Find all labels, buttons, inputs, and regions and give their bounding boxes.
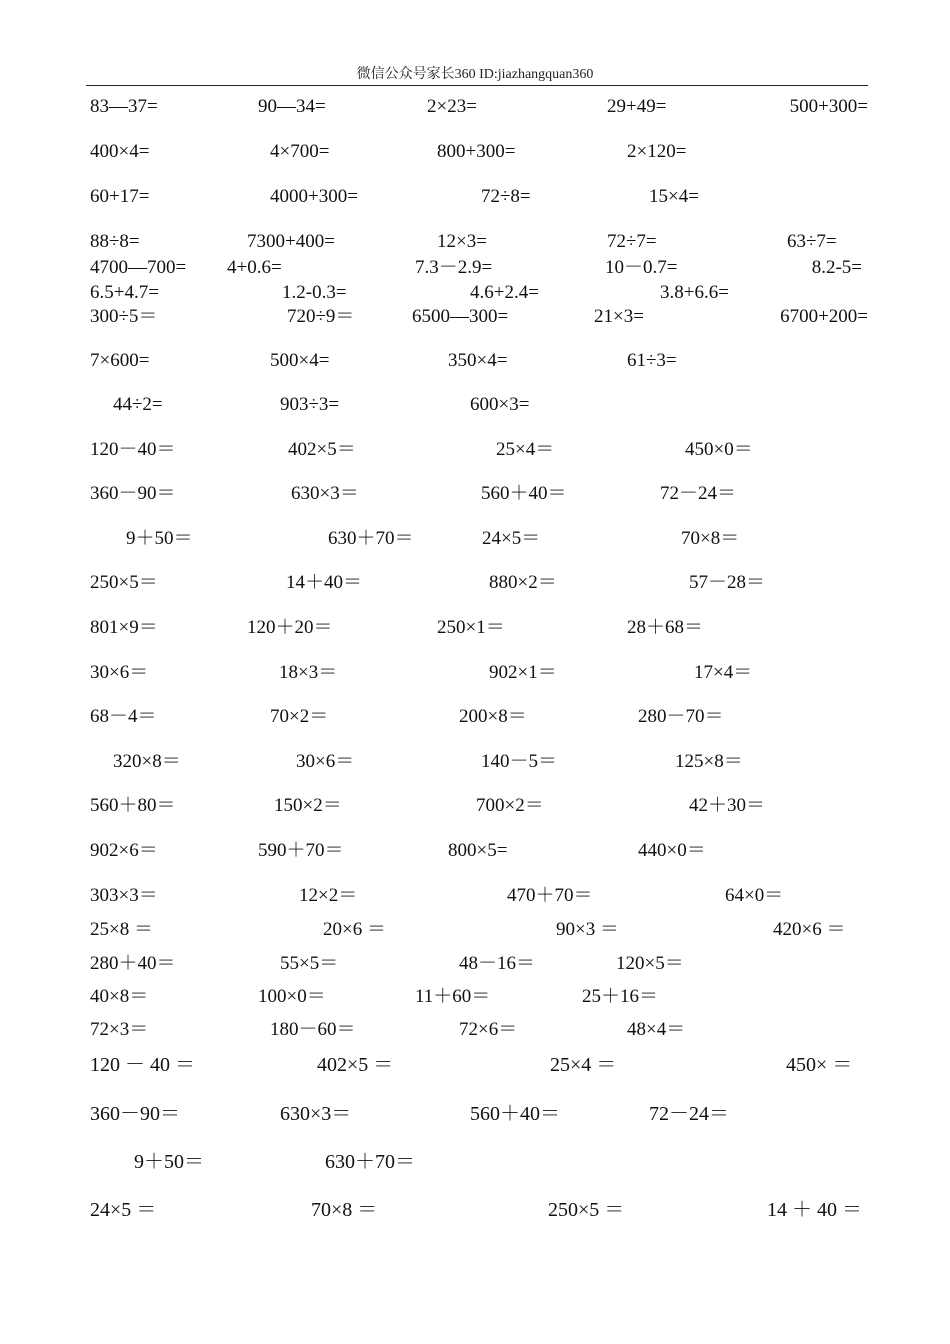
math-problem: 72×6＝ bbox=[459, 1019, 518, 1040]
problem-row bbox=[0, 305, 950, 329]
math-problem: 24×5＝ bbox=[482, 528, 541, 549]
math-problem: 72－24＝ bbox=[649, 1103, 729, 1125]
math-problem: 350×4= bbox=[448, 350, 508, 371]
problem-row bbox=[0, 438, 950, 462]
math-problem: 12×3= bbox=[437, 231, 487, 252]
math-problem: 120 － 40 ＝ bbox=[90, 1054, 195, 1076]
math-problem: 4.6+2.4= bbox=[470, 282, 539, 303]
math-problem: 44÷2= bbox=[113, 394, 163, 415]
math-problem: 90×3 ＝ bbox=[556, 919, 619, 940]
math-problem: 120＋20＝ bbox=[247, 617, 333, 638]
math-problem: 140－5＝ bbox=[481, 751, 558, 772]
math-problem: 42＋30＝ bbox=[689, 795, 766, 816]
math-problem: 440×0＝ bbox=[638, 840, 706, 861]
math-problem: 6500—300= bbox=[412, 306, 509, 327]
problem-row bbox=[0, 1102, 950, 1126]
math-problem: 8.2-5= bbox=[811, 257, 862, 278]
math-problem: 903÷3= bbox=[280, 394, 340, 415]
problem-row bbox=[0, 616, 950, 640]
page-header: 微信公众号家长360 ID:jiazhangquan360 bbox=[356, 67, 594, 82]
math-problem: 72－24＝ bbox=[660, 483, 737, 504]
math-problem: 4×700= bbox=[270, 141, 330, 162]
math-problem: 83—37= bbox=[90, 96, 158, 117]
math-problem: 800+300= bbox=[437, 141, 516, 162]
math-problem: 4+0.6= bbox=[227, 257, 282, 278]
math-problem: 7300+400= bbox=[247, 231, 335, 252]
header-rule bbox=[86, 85, 868, 86]
math-problem: 600×3= bbox=[470, 394, 530, 415]
math-problem: 2×120= bbox=[627, 141, 687, 162]
problem-row bbox=[0, 884, 950, 908]
problem-row bbox=[0, 661, 950, 685]
math-problem: 55×5＝ bbox=[280, 953, 339, 974]
math-problem: 7×600= bbox=[90, 350, 150, 371]
math-problem: 72×3＝ bbox=[90, 1019, 149, 1040]
problem-row bbox=[0, 349, 950, 373]
problem-row bbox=[0, 185, 950, 209]
math-problem: 60+17= bbox=[90, 186, 150, 207]
math-problem: 560＋80＝ bbox=[90, 795, 176, 816]
math-problem: 9＋50＝ bbox=[126, 528, 193, 549]
math-problem: 560＋40＝ bbox=[470, 1103, 560, 1125]
math-problem: 88÷8= bbox=[90, 231, 140, 252]
problem-row bbox=[0, 140, 950, 164]
math-problem: 630×3＝ bbox=[291, 483, 359, 504]
math-problem: 25×4＝ bbox=[496, 439, 555, 460]
math-problem: 470＋70＝ bbox=[507, 885, 593, 906]
math-problem: 2×23= bbox=[427, 96, 477, 117]
math-problem: 801×9＝ bbox=[90, 617, 158, 638]
math-problem: 700×2＝ bbox=[476, 795, 544, 816]
math-problem: 630×3＝ bbox=[280, 1103, 352, 1125]
math-problem: 902×6＝ bbox=[90, 840, 158, 861]
math-problem: 180－60＝ bbox=[270, 1019, 356, 1040]
math-problem: 630＋70＝ bbox=[325, 1151, 415, 1173]
math-problem: 280－70＝ bbox=[638, 706, 724, 727]
math-problem: 64×0＝ bbox=[725, 885, 784, 906]
math-problem: 20×6 ＝ bbox=[323, 919, 386, 940]
problem-row bbox=[0, 705, 950, 729]
math-problem: 10－0.7= bbox=[605, 257, 678, 278]
math-problem: 402×5 ＝ bbox=[317, 1054, 394, 1076]
math-problem: 150×2＝ bbox=[274, 795, 342, 816]
math-problem: 125×8＝ bbox=[675, 751, 743, 772]
math-problem: 70×8＝ bbox=[681, 528, 740, 549]
problem-row bbox=[0, 482, 950, 506]
math-problem: 303×3＝ bbox=[90, 885, 158, 906]
math-problem: 720÷9＝ bbox=[287, 306, 355, 327]
math-problem: 14＋40＝ bbox=[286, 572, 363, 593]
math-problem: 25＋16＝ bbox=[582, 986, 659, 1007]
math-problem: 590＋70＝ bbox=[258, 840, 344, 861]
math-problem: 120×5＝ bbox=[616, 953, 684, 974]
math-problem: 28＋68＝ bbox=[627, 617, 704, 638]
math-problem: 6700+200= bbox=[780, 306, 868, 327]
math-problem: 880×2＝ bbox=[489, 572, 557, 593]
math-problem: 70×2＝ bbox=[270, 706, 329, 727]
math-problem: 420×6 ＝ bbox=[773, 919, 846, 940]
math-problem: 4000+300= bbox=[270, 186, 358, 207]
math-problem: 30×6＝ bbox=[296, 751, 355, 772]
math-problem: 450× ＝ bbox=[786, 1054, 853, 1076]
math-problem: 24×5 ＝ bbox=[90, 1199, 157, 1221]
problem-row bbox=[0, 1018, 950, 1042]
problem-row bbox=[0, 839, 950, 863]
problem-row bbox=[0, 750, 950, 774]
math-problem: 800×5= bbox=[448, 840, 508, 861]
math-problem: 40×8＝ bbox=[90, 986, 149, 1007]
math-problem: 100×0＝ bbox=[258, 986, 326, 1007]
math-problem: 18×3＝ bbox=[279, 662, 338, 683]
math-problem: 14 ＋ 40 ＝ bbox=[767, 1199, 862, 1221]
problem-row bbox=[0, 230, 950, 254]
math-problem: 630＋70＝ bbox=[328, 528, 414, 549]
problem-row bbox=[0, 1053, 950, 1077]
math-problem: 12×2＝ bbox=[299, 885, 358, 906]
problem-row bbox=[0, 985, 950, 1009]
math-problem: 6.5+4.7= bbox=[90, 282, 159, 303]
problem-row bbox=[0, 95, 950, 119]
math-problem: 280＋40＝ bbox=[90, 953, 176, 974]
math-problem: 250×5 ＝ bbox=[548, 1199, 625, 1221]
math-problem: 30×6＝ bbox=[90, 662, 149, 683]
problem-row bbox=[0, 1198, 950, 1222]
math-problem: 11＋60＝ bbox=[415, 986, 491, 1007]
math-problem: 560＋40＝ bbox=[481, 483, 567, 504]
math-problem: 72÷7= bbox=[607, 231, 657, 252]
math-problem: 57－28＝ bbox=[689, 572, 766, 593]
problem-row bbox=[0, 527, 950, 551]
math-problem: 500+300= bbox=[789, 96, 868, 117]
math-problem: 3.8+6.6= bbox=[660, 282, 729, 303]
math-problem: 63÷7= bbox=[787, 231, 837, 252]
math-problem: 68－4＝ bbox=[90, 706, 157, 727]
math-problem: 21×3= bbox=[594, 306, 644, 327]
problem-row bbox=[0, 256, 950, 280]
math-problem: 25×8 ＝ bbox=[90, 919, 153, 940]
math-problem: 29+49= bbox=[607, 96, 667, 117]
math-problem: 90—34= bbox=[258, 96, 326, 117]
math-problem: 250×5＝ bbox=[90, 572, 158, 593]
math-problem: 250×1＝ bbox=[437, 617, 505, 638]
problem-row bbox=[0, 952, 950, 976]
problem-row bbox=[0, 918, 950, 942]
math-problem: 4700—700= bbox=[90, 257, 187, 278]
math-problem: 61÷3= bbox=[627, 350, 677, 371]
problem-row bbox=[0, 794, 950, 818]
math-problem: 902×1＝ bbox=[489, 662, 557, 683]
math-problem: 200×8＝ bbox=[459, 706, 527, 727]
problem-row bbox=[0, 571, 950, 595]
math-problem: 15×4= bbox=[649, 186, 699, 207]
math-problem: 48×4＝ bbox=[627, 1019, 686, 1040]
math-problem: 320×8＝ bbox=[113, 751, 181, 772]
math-problem: 1.2-0.3= bbox=[282, 282, 347, 303]
math-problem: 25×4 ＝ bbox=[550, 1054, 617, 1076]
math-problem: 70×8 ＝ bbox=[311, 1199, 378, 1221]
math-problem: 9＋50＝ bbox=[134, 1151, 204, 1173]
math-problem: 360－90＝ bbox=[90, 483, 176, 504]
math-problem: 72÷8= bbox=[481, 186, 531, 207]
math-problem: 7.3－2.9= bbox=[415, 257, 493, 278]
problem-row bbox=[0, 393, 950, 417]
math-problem: 500×4= bbox=[270, 350, 330, 371]
math-problem: 300÷5＝ bbox=[90, 306, 158, 327]
problem-row bbox=[0, 1150, 950, 1174]
problem-row bbox=[0, 281, 950, 305]
math-problem: 48－16＝ bbox=[459, 953, 536, 974]
math-problem: 360－90＝ bbox=[90, 1103, 180, 1125]
math-problem: 402×5＝ bbox=[288, 439, 356, 460]
math-problem: 450×0＝ bbox=[685, 439, 753, 460]
math-problem: 17×4＝ bbox=[694, 662, 753, 683]
math-problem: 400×4= bbox=[90, 141, 150, 162]
math-problem: 120－40＝ bbox=[90, 439, 176, 460]
